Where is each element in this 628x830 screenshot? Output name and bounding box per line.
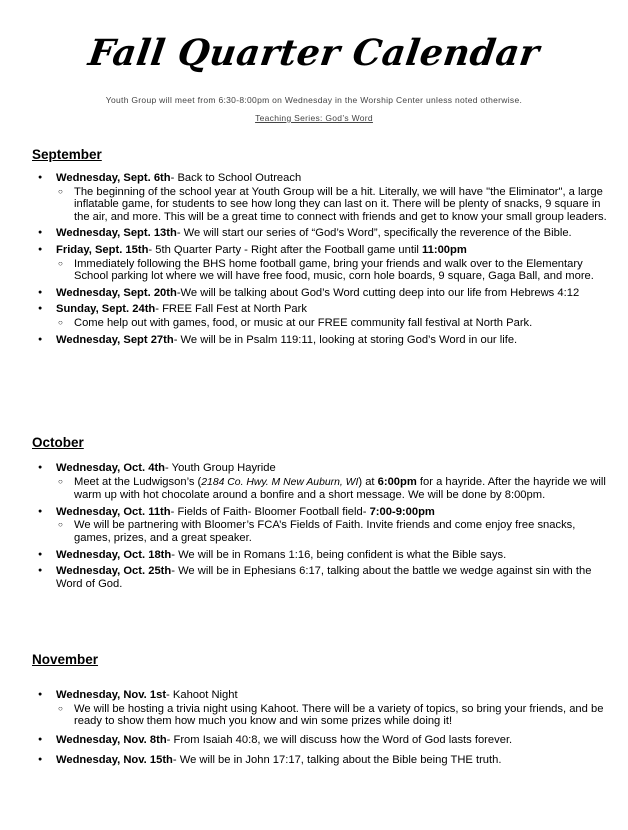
event-item: [38, 303, 608, 329]
event-item: [38, 227, 608, 240]
page-title: Fall Quarter Calendar: [85, 32, 543, 74]
event-date: Friday, Sept. 15th: [56, 243, 149, 256]
event-detail: ○ Immediately following the BHS home football game, bring your friends and walk over to the Elementary School parking lot where we will have free food, music, corn hole boards, 9 square, Gaga Ball, and more.: [56, 258, 608, 283]
event-item: [38, 462, 608, 502]
event-text: - FREE Fall Fest at North Park: [155, 303, 307, 316]
september-events: [38, 172, 608, 350]
event-item: [38, 754, 608, 767]
event-date: Wednesday, Oct. 18th: [56, 548, 172, 561]
event-date: Wednesday, Oct. 11th: [56, 505, 171, 518]
event-time: 7:00-9:00pm: [369, 505, 435, 518]
event-date: Wednesday, Sept 27th: [56, 333, 174, 346]
event-text: - We will be in John 17:17, talking about the Bible being THE truth.: [172, 754, 502, 767]
event-date: Wednesday, Nov. 1st: [56, 689, 167, 701]
event-text: - From Isaiah 40:8, we will discuss how the Word of God lasts forever.: [166, 733, 513, 746]
event-text: - Back to School Outreach: [170, 172, 302, 184]
event-date: Wednesday, Nov. 15th: [56, 754, 173, 767]
event-date: Wednesday, Nov. 8th: [56, 733, 167, 746]
event-address: 2184 Co. Hwy. M New Auburn, WI: [201, 476, 359, 488]
event-text: -We will be talking about God’s Word cutting deep into our life from Hebrews 4:12: [176, 286, 580, 299]
event-date: Wednesday, Sept. 13th: [56, 227, 177, 240]
event-text: - We will be in Ephesians 6:17, talking about the battle we wedge against sin with the Word of God.: [56, 565, 592, 590]
november-events: [38, 689, 608, 771]
event-text: - Kahoot Night: [166, 689, 238, 701]
event-detail: ○ We will be hosting a trivia night using Kahoot. There will be a variety of topics, so bring your friends, and be ready to show them how much you know and win some prizes while doing it!: [56, 703, 608, 728]
event-time: 11:00pm: [422, 243, 467, 256]
event-text: - We will be in Psalm 119:11, looking at storing God’s Word in our life.: [173, 333, 518, 346]
event-date: Wednesday, Sept. 6th: [56, 172, 171, 184]
event-text: - 5th Quarter Party - Right after the Football game until: [148, 243, 423, 256]
event-detail: ○ Meet at the Ludwigson’s (2184 Co. Hwy. M New Auburn, WI) at 6:00pm for a hayride. After the hayride we will warm up with hot chocolate around a bonfire and a short message. We will be done by 8:00pm.: [56, 476, 608, 502]
event-detail: ○ Come help out with games, food, or music at our FREE community fall festival at North Park.: [56, 317, 608, 330]
event-time: 6:00pm: [377, 475, 417, 488]
event-detail: ○ We will be partnering with Bloomer’s FCA’s Fields of Faith. Invite friends and come enjoy free snacks, games, prizes, and a great speaker.: [56, 519, 608, 544]
event-detail: ○ The beginning of the school year at Youth Group will be a hit. Literally, we will have "the Eliminator", a large inflatable game, for students to see how long they can last on it. There will be plenty of snacks, 9 square in the air, and more. This will be a great time to connect with friends and get to know your small group leaders.: [56, 186, 608, 224]
event-date: Wednesday, Oct. 4th: [56, 462, 166, 474]
meeting-info: Youth Group will meet from 6:30-8:00pm on Wednesday in the Worship Center unless noted otherwise.: [105, 95, 523, 105]
event-item: [38, 334, 608, 347]
event-item: [38, 506, 608, 545]
event-text: - Fields of Faith- Bloomer Football field-: [170, 505, 370, 518]
event-text: - Youth Group Hayride: [165, 462, 276, 474]
month-heading-november: November: [32, 652, 99, 667]
event-item: [38, 172, 608, 223]
event-item: [38, 734, 608, 747]
event-text: - We will be in Romans 1:16, being confident is what the Bible says.: [171, 548, 507, 561]
event-item: [38, 287, 608, 300]
teaching-series: Teaching Series: God’s Word: [255, 113, 373, 123]
event-date: Sunday, Sept. 24th: [56, 303, 156, 316]
event-date: Wednesday, Oct. 25th: [56, 565, 172, 578]
month-heading-october: October: [32, 435, 84, 450]
month-heading-september: September: [32, 147, 102, 162]
event-item: [38, 689, 608, 728]
october-events: [38, 462, 608, 594]
event-text: - We will start our series of “God’s Word”, specifically the reverence of the Bible.: [176, 227, 572, 240]
event-item: [38, 549, 608, 562]
event-item: [38, 565, 608, 590]
event-date: Wednesday, Sept. 20th: [56, 286, 177, 299]
event-item: [38, 244, 608, 283]
